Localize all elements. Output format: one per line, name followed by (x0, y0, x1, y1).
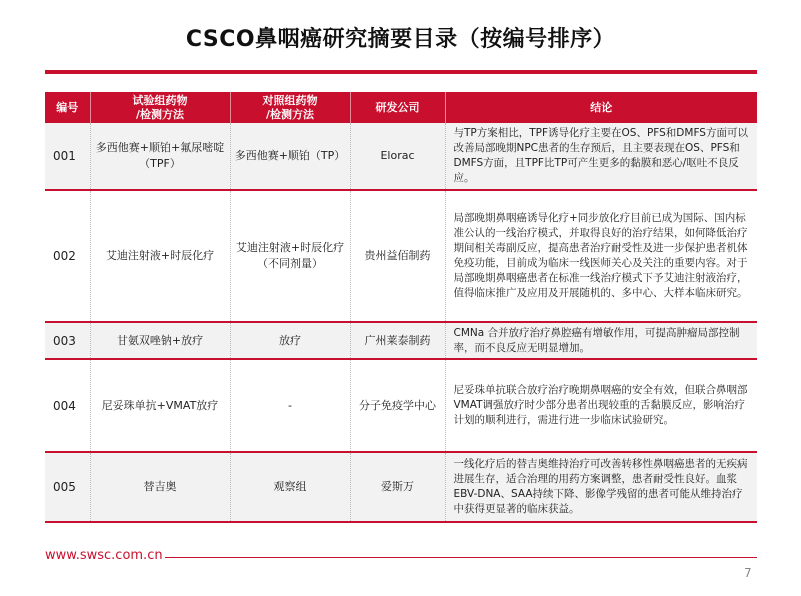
header-conclusion: 结论 (445, 92, 757, 123)
row-id: 002 (45, 190, 90, 322)
row-id: 003 (45, 322, 90, 359)
row-company: 爱斯万 (350, 452, 445, 522)
row-conclusion: 局部晚期鼻咽癌诱导化疗+同步放化疗目前已成为国际、国内标准公认的一线治疗模式，并取得良好的治疗结果，如何降低治疗期间相关毒副反应，提高患者治疗耐受性及进一步保护患者机体免疫功能，目前成为临床一线医师关心及关注的重要内容。对于局部晚期鼻咽癌患者在标准一线治疗模式下予艾迪注射液治疗，值得临床推广及应用及开展随机的、多中心、大样本临床研究。 (445, 190, 757, 322)
page-title: CSCO鼻咽癌研究摘要目录（按编号排序） (185, 27, 616, 52)
row-conclusion: 一线化疗后的替吉奥维持治疗可改善转移性鼻咽癌患者的无疾病进展生存，适合治理的用药方案调整，患者耐受性良好。血浆EBV-DNA、SAA持续下降、影像学残留的患者可能从维持治疗中获得更显著的临床获益。 (445, 452, 757, 522)
row-control: 观察组 (230, 452, 350, 522)
row-control: 放疗 (230, 322, 350, 359)
row-control: - (230, 359, 350, 452)
table-row (45, 190, 757, 322)
row-company: 分子免疫学中心 (350, 359, 445, 452)
row-id: 004 (45, 359, 90, 452)
row-trial: 多西他赛+顺铂+氟尿嘧啶（TPF） (90, 123, 230, 190)
row-trial: 艾迪注射液+时辰化疗 (90, 190, 230, 322)
table-row (45, 322, 757, 359)
row-conclusion: 与TP方案相比，TPF诱导化疗主要在OS、PFS和DMFS方面可以改善局部晚期NPC患者的生存预后，且主要表现在OS、PFS和DMFS方面，且TPF比TP可产生更多的黏膜和恶心/呕吐不良反应。 (445, 123, 757, 190)
row-conclusion: 尼妥珠单抗联合放疗治疗晚期鼻咽癌的安全有效，但联合鼻咽部VMAT调强放疗时少部分患者出现较重的舌黏膜反应，影响治疗计划的顺利进行，需进行进一步临床试验研究。 (445, 359, 757, 452)
table-row (45, 359, 757, 452)
title-underline (45, 70, 757, 74)
row-id: 001 (45, 123, 90, 190)
row-company: 广州莱泰制药 (350, 322, 445, 359)
header-id: 编号 (45, 92, 90, 123)
row-company: 贵州益佰制药 (350, 190, 445, 322)
row-conclusion: CMNa 合并放疗治疗鼻腔癌有增敏作用，可提高肿瘤局部控制率，而不良反应无明显增加。 (445, 322, 757, 359)
header-company: 研发公司 (350, 92, 445, 123)
row-id: 005 (45, 452, 90, 522)
row-company: Elorac (350, 123, 445, 190)
header-trial: 试验组药物 /检测方法 (90, 92, 230, 123)
row-control: 艾迪注射液+时辰化疗（不同剂量） (230, 190, 350, 322)
row-trial: 甘氨双唑钠+放疗 (90, 322, 230, 359)
table-row (45, 123, 757, 190)
row-control: 多西他赛+顺铂（TP） (230, 123, 350, 190)
table-row (45, 452, 757, 522)
row-trial: 尼妥珠单抗+VMAT放疗 (90, 359, 230, 452)
table-header-row (45, 92, 757, 123)
footer-website-link[interactable]: www.swsc.com.cn (45, 548, 163, 563)
footer-divider (165, 557, 757, 558)
header-control: 对照组药物 /检测方法 (230, 92, 350, 123)
row-trial: 替吉奥 (90, 452, 230, 522)
page-number: 7 (744, 566, 752, 580)
abstract-catalog-table (45, 92, 757, 523)
